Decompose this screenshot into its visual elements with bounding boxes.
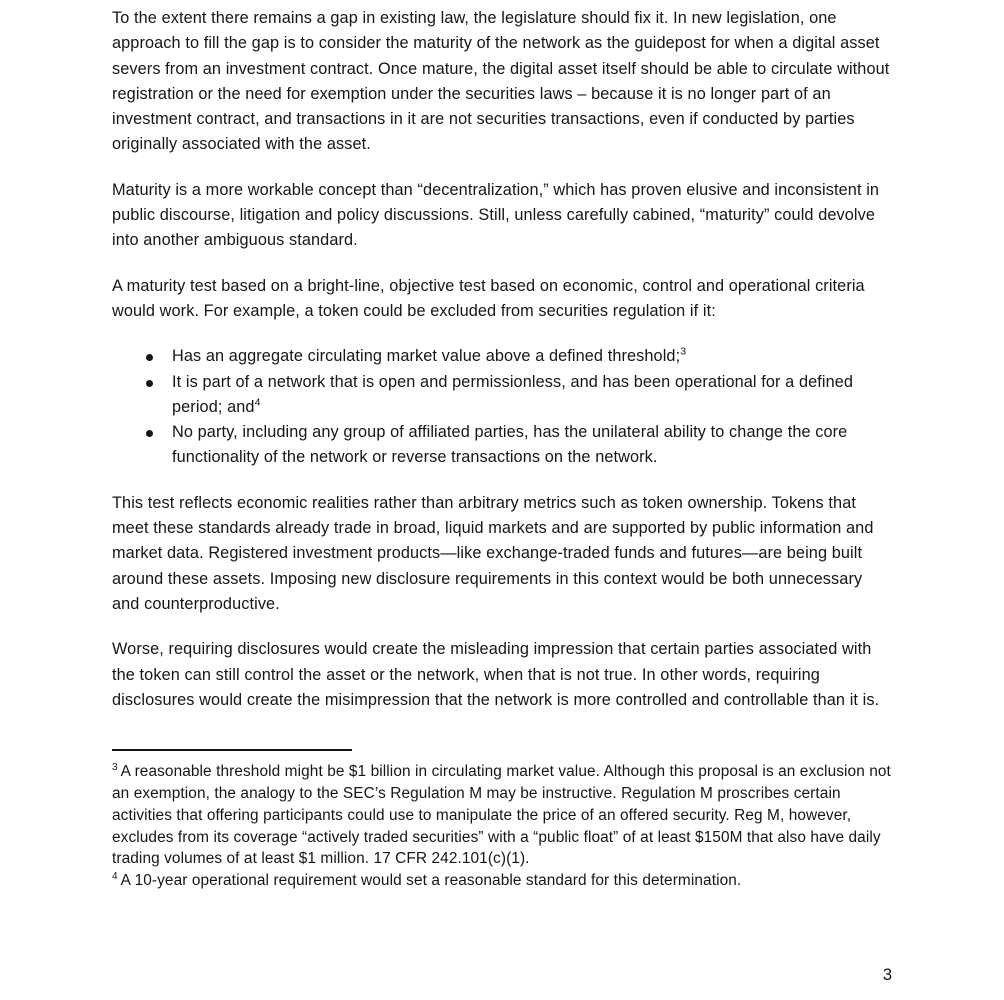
paragraph-economic-realities: This test reflects economic realities rather than arbitrary metrics such as token ownership. Tokens that meet these standards already trade in broad, liquid markets and are supported by public information and market data. Registered investment products—like exchange-traded funds and futures—are being built around these assets. Imposing new disclosure requirements in this context would be both unnecessary and counterproductive. — [112, 493, 874, 613]
list-item-market-value — [112, 344, 894, 369]
footnote-text: A reasonable threshold might be $1 billion in circulating market value. Although this proposal is an exclusion not an exemption, the analogy to the SEC’s Regulation M may be instructive. Regulation M proscribes certain activities that offering participants could use to manipulate the price of an offered security. Reg M, however, excludes from its coverage “actively traded securities” with a “public float” of at least $150M that also have daily trading volumes of at least $1 million. 17 CFR 242.101(c)(1). — [112, 763, 891, 868]
footnote-3 — [112, 761, 894, 870]
criteria-bullet-list — [112, 344, 894, 470]
footnote-ref-4: 4 — [254, 396, 261, 409]
page-number: 3 — [882, 966, 892, 984]
paragraph-misleading-impression: Worse, requiring disclosures would create the misleading impression that certain parties associated with the token can still control the asset or the network, when that is not true. In other words, requiring disclosures would create the misimpression that the network is more controlled and controllable than it is. — [112, 640, 880, 709]
bullet-text: No party, including any group of affiliated parties, has the unilateral ability to change the core functionality of the network or reverse transactions on the network. — [172, 423, 848, 467]
bullet-text: Has an aggregate circulating market value above a defined threshold; — [172, 347, 681, 366]
footnote-marker-3: 3 — [112, 762, 118, 773]
footnotes-section — [112, 761, 894, 892]
bullet-text: It is part of a network that is open and permissionless, and has been operational for a defined period; and — [172, 372, 854, 416]
list-item-open-network — [112, 370, 894, 421]
paragraph-maturity-test: A maturity test based on a bright-line, objective test based on economic, control and operational criteria would work. For example, a token could be excluded from securities regulation if it: — [112, 276, 865, 320]
footnote-text: A 10-year operational requirement would set a reasonable standard for this determination. — [120, 872, 742, 890]
list-item-no-unilateral-control — [112, 420, 894, 471]
document-body — [112, 6, 894, 892]
footnote-separator — [112, 749, 352, 751]
paragraph-maturity-concept: Maturity is a more workable concept than “decentralization,” which has proven elusive and inconsistent in public discourse, litigation and policy discussions. Still, unless carefully cabined, “maturity” could devolve into another ambiguous standard. — [112, 180, 880, 250]
paragraph-gap-in-law: To the extent there remains a gap in existing law, the legislature should fix it. In new legislation, one approach to fill the gap is to consider the maturity of the network as the guidepost for when a digital asset severs from an investment contract. Once mature, the digital asset itself should be able to circulate without registration or the need for exemption under the securities laws – because it is no longer part of an investment contract, and transactions in it are not securities transactions, even if conducted by parties originally associated with the asset. — [112, 9, 890, 154]
footnote-ref-3: 3 — [680, 345, 687, 358]
footnote-4 — [112, 870, 894, 892]
footnote-marker-4: 4 — [112, 870, 118, 882]
